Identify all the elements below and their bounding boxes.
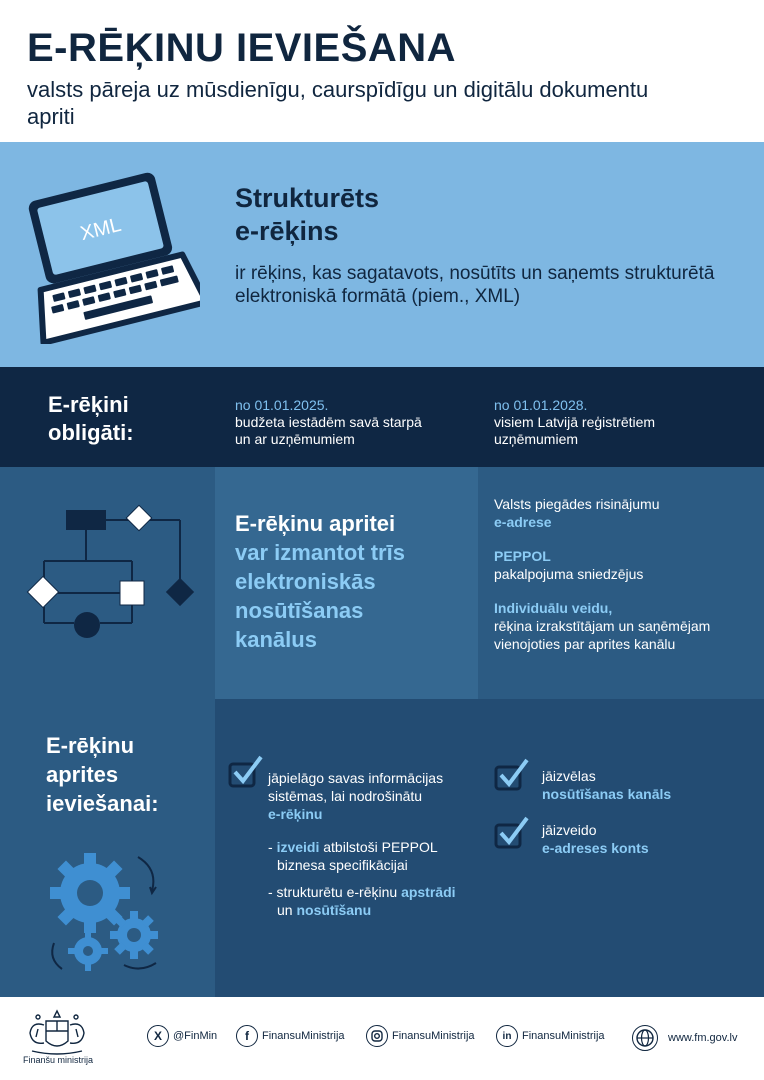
header xyxy=(0,0,764,142)
processing-text: - strukturētu e-rēķinu apstrādi un nosūtīšanu xyxy=(268,884,456,918)
globe-icon xyxy=(632,1025,658,1051)
coat-of-arms-logo xyxy=(24,1007,90,1057)
structured-description: ir rēķins, kas sagatavots, nosūtīts un saņemts strukturētā elektroniskā formātā (piem., XML) xyxy=(235,263,715,307)
channels-list xyxy=(494,495,754,669)
linkedin-icon: in xyxy=(496,1025,518,1047)
adapt-systems-text: jāpielāgo savas informācijas sistēmas, lai nodrošinātu e-rēķinu xyxy=(268,770,444,822)
date-2028: no 01.01.2028. xyxy=(494,397,588,413)
channel-peppol: PEPPOL pakalpojuma sniedzējus xyxy=(494,548,644,582)
facebook-icon: f xyxy=(236,1025,258,1047)
mandatory-2025: no 01.01.2025. budžeta iestādēm savā starpā un ar uzņēmumiem xyxy=(235,397,422,447)
checkmark-icon xyxy=(494,757,530,793)
social-x[interactable]: X @FinMin xyxy=(147,1025,217,1047)
peppol-creation-text: - izveidi atbilstoši PEPPOL biznesa specifikācijai xyxy=(268,839,438,873)
channel-individual: Individuālu veidu, rēķina izrakstītājam un saņēmējam vienojoties par aprites kanālu xyxy=(494,600,711,652)
laptop-screen-label: XML xyxy=(78,213,124,246)
footer xyxy=(0,997,764,1080)
date-2025: no 01.01.2025. xyxy=(235,397,329,413)
channels-heading: E-rēķinu apritei var izmantot trīs elektroniskās nosūtīšanas kanālus xyxy=(235,511,405,652)
page-title: E-RĒĶINU IEVIEŠANA xyxy=(27,26,457,70)
page-subtitle: valsts pāreja uz mūsdienīgu, caurspīdīgu un digitālu dokumentu apriti xyxy=(27,77,649,129)
structured-title: Strukturēts e-rēķins xyxy=(235,183,380,246)
channels-section xyxy=(0,467,764,699)
x-icon: X xyxy=(147,1025,169,1047)
structured-invoice-section xyxy=(0,142,764,367)
create-account-text: jāizveido e-adreses konts xyxy=(542,822,649,856)
instagram-icon xyxy=(366,1025,388,1047)
social-instagram[interactable]: FinansuMinistrija xyxy=(366,1025,475,1047)
social-facebook[interactable]: f FinansuMinistrija xyxy=(236,1025,345,1047)
flowchart-icon xyxy=(22,503,202,643)
mandatory-label: E-rēķini obligāti: xyxy=(48,392,134,445)
implementation-label: E-rēķinu aprites ieviešanai: xyxy=(46,733,159,816)
choose-channel-text: jāizvēlas nosūtīšanas kanāls xyxy=(542,768,672,802)
social-linkedin[interactable]: in FinansuMinistrija xyxy=(496,1025,605,1047)
implementation-section xyxy=(0,699,764,997)
gears-icon xyxy=(40,847,170,977)
mandatory-2028: no 01.01.2028. visiem Latvijā reģistrētiem uzņēmumiem xyxy=(494,397,656,447)
checkmark-icon xyxy=(494,815,530,851)
channel-e-adrese: Valsts piegādes risinājumu e-adrese xyxy=(494,496,660,530)
ministry-name: Finanšu ministrija xyxy=(22,1055,94,1065)
mandatory-section xyxy=(0,367,764,467)
checkmark-icon xyxy=(228,754,264,790)
laptop-icon xyxy=(20,164,200,344)
social-website[interactable]: www.fm.gov.lv xyxy=(632,1025,737,1051)
